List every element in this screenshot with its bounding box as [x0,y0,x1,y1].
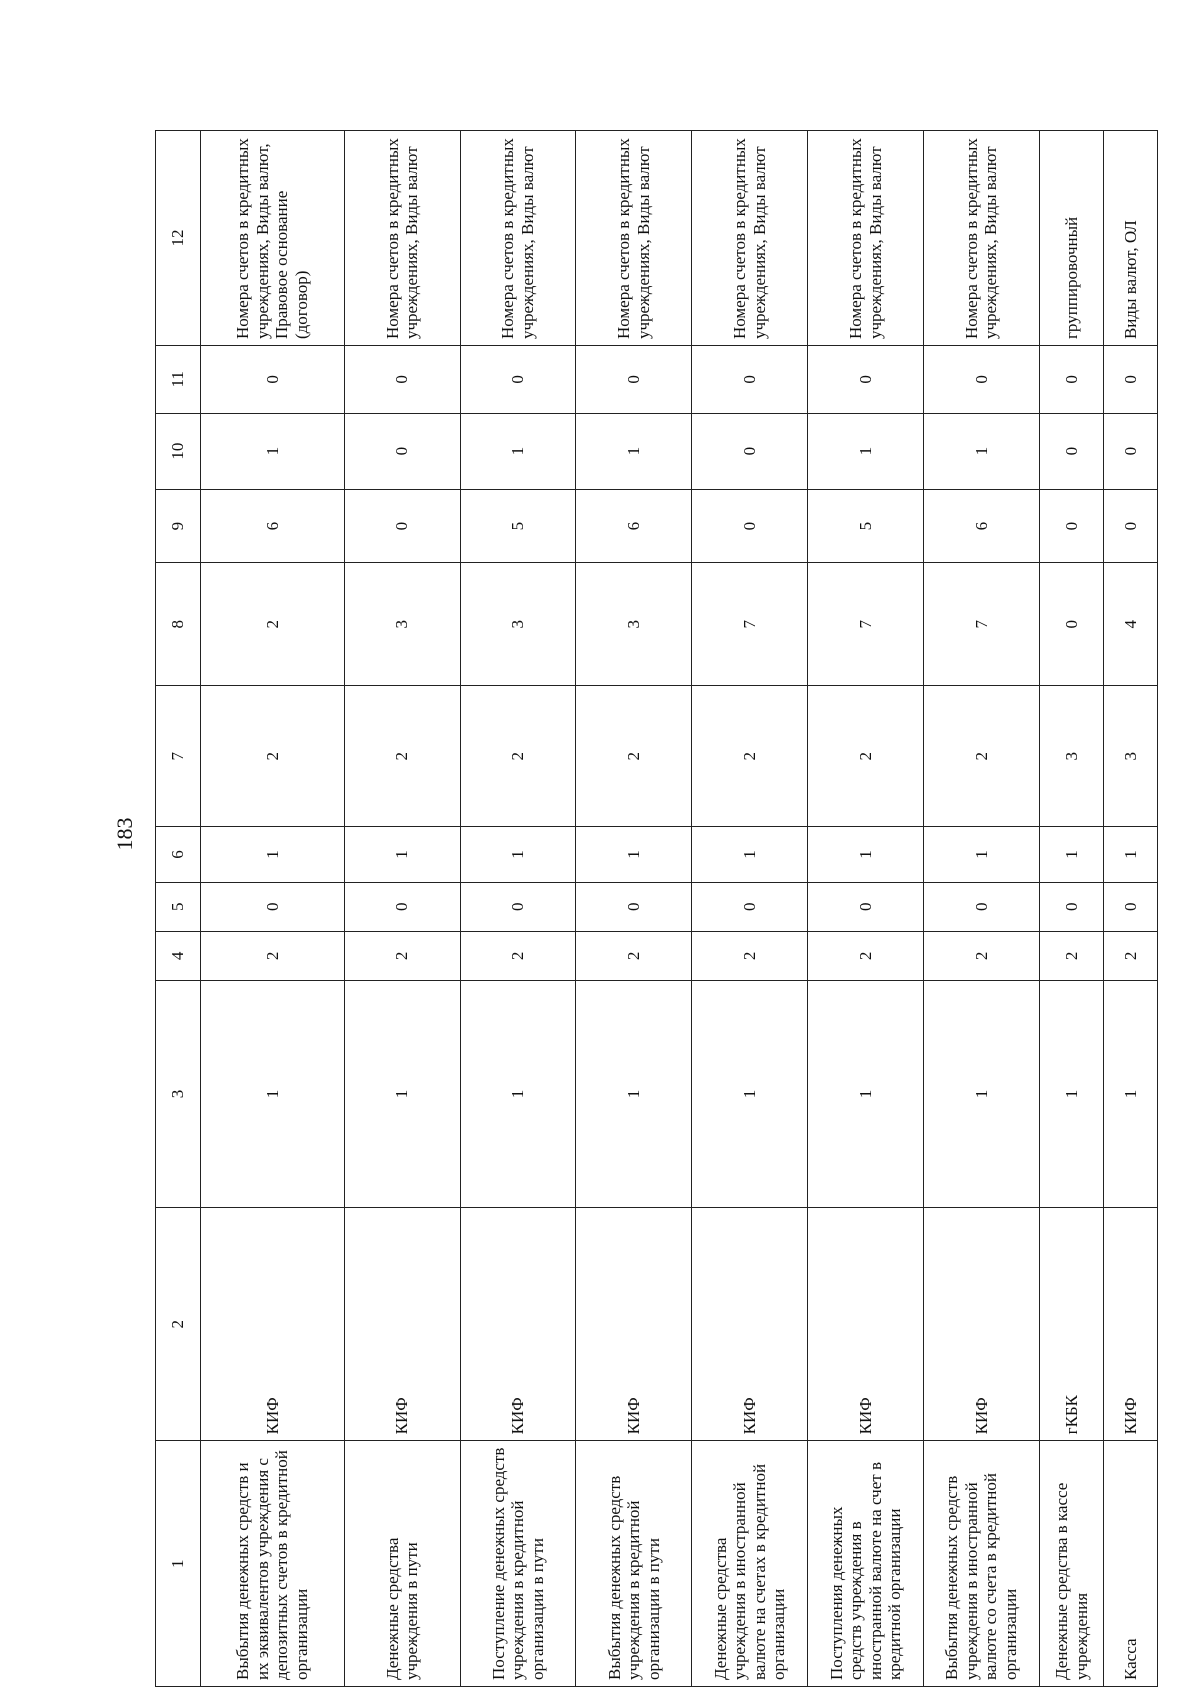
table-cell-col-3: 1 [460,980,576,1207]
table-cell-col-10: 1 [460,413,576,489]
table-cell-col-12: Виды валют, ОЛ [1104,131,1158,346]
table-cell-col-9: 5 [808,489,924,563]
table-cell-col-10: 0 [692,413,808,489]
table-cell-col-7: 3 [1104,686,1158,827]
table-cell-col-5: 0 [201,882,345,931]
table-cell-col-3: 1 [576,980,692,1207]
table-cell-col-9: 0 [1039,489,1103,563]
table-row [344,131,460,1687]
table-body [201,131,1158,1687]
column-header-3: 3 [156,980,201,1207]
table-cell-col-8: 3 [460,563,576,686]
column-header-4: 4 [156,931,201,980]
table-cell-col-2: КИФ [460,1208,576,1441]
table-cell-col-7: 2 [692,686,808,827]
column-header-2: 2 [156,1208,201,1441]
table-cell-col-3: 1 [924,980,1040,1207]
column-header-10: 10 [156,413,201,489]
table-cell-col-5: 0 [1039,882,1103,931]
data-table [155,130,1158,1687]
table-cell-col-8: 3 [344,563,460,686]
table-cell-col-1: Выбытия денежных средств и их эквивалентов учреждения с депозитных счетов в кредитной организации [201,1441,345,1687]
table-cell-col-11: 0 [1104,346,1158,414]
table-cell-col-1: Касса [1104,1441,1158,1687]
table-cell-col-11: 0 [808,346,924,414]
table-cell-col-7: 2 [808,686,924,827]
table-cell-col-9: 0 [344,489,460,563]
table-cell-col-10: 1 [924,413,1040,489]
table-cell-col-1: Поступление денежных средств учреждения в кредитной организации в пути [460,1441,576,1687]
table-cell-col-5: 0 [692,882,808,931]
table-cell-col-6: 1 [692,827,808,882]
table-cell-col-1: Денежные средства учреждения в иностранной валюте на счетах в кредитной организации [692,1441,808,1687]
column-header-11: 11 [156,346,201,414]
table-cell-col-8: 7 [808,563,924,686]
table-cell-col-1: Поступления денежных средств учреждения в иностранной валюте на счет в кредитной организации [808,1441,924,1687]
table-cell-col-7: 2 [460,686,576,827]
table-cell-col-12: Номера счетов в кредитных учреждениях, Виды валют [344,131,460,346]
table-cell-col-4: 2 [1104,931,1158,980]
table-cell-col-4: 2 [201,931,345,980]
table-cell-col-11: 0 [924,346,1040,414]
table-cell-col-11: 0 [344,346,460,414]
table-cell-col-5: 0 [924,882,1040,931]
table-cell-col-6: 1 [1104,827,1158,882]
table-cell-col-6: 1 [201,827,345,882]
table-cell-col-10: 0 [344,413,460,489]
table-cell-col-2: КИФ [344,1208,460,1441]
table-cell-col-3: 1 [692,980,808,1207]
table-cell-col-5: 0 [460,882,576,931]
table-row [692,131,808,1687]
table-cell-col-7: 2 [576,686,692,827]
table-cell-col-7: 3 [1039,686,1103,827]
column-header-1: 1 [156,1441,201,1687]
table-cell-col-9: 0 [1104,489,1158,563]
table-cell-col-9: 0 [692,489,808,563]
table-cell-col-1: Денежные средства учреждения в пути [344,1441,460,1687]
table-cell-col-2: КИФ [201,1208,345,1441]
table-cell-col-4: 2 [924,931,1040,980]
table-cell-col-6: 1 [460,827,576,882]
table-cell-col-6: 1 [924,827,1040,882]
table-cell-col-8: 7 [692,563,808,686]
column-header-8: 8 [156,563,201,686]
table-container [155,130,1158,1687]
table-cell-col-5: 0 [1104,882,1158,931]
table-cell-col-8: 0 [1039,563,1103,686]
table-cell-col-3: 1 [201,980,345,1207]
table-cell-col-8: 2 [201,563,345,686]
table-cell-col-2: КИФ [692,1208,808,1441]
table-cell-col-2: КИФ [576,1208,692,1441]
table-cell-col-6: 1 [576,827,692,882]
table-cell-col-4: 2 [808,931,924,980]
table-row [460,131,576,1687]
table-cell-col-4: 2 [460,931,576,980]
table-cell-col-3: 1 [344,980,460,1207]
table-cell-col-11: 0 [460,346,576,414]
table-cell-col-12: Номера счетов в кредитных учреждениях, Виды валют [924,131,1040,346]
table-cell-col-12: Номера счетов в кредитных учреждениях, Виды валют [576,131,692,346]
table-cell-col-4: 2 [344,931,460,980]
table-row [808,131,924,1687]
table-cell-col-4: 2 [692,931,808,980]
table-cell-col-12: Номера счетов в кредитных учреждениях, Виды валют [692,131,808,346]
table-cell-col-11: 0 [576,346,692,414]
table-cell-col-8: 7 [924,563,1040,686]
table-cell-col-12: Номера счетов в кредитных учреждениях, Виды валют [460,131,576,346]
page-number: 183 [112,817,137,851]
column-header-7: 7 [156,686,201,827]
table-cell-col-9: 5 [460,489,576,563]
table-cell-col-10: 1 [201,413,345,489]
table-cell-col-9: 6 [201,489,345,563]
table-cell-col-4: 2 [1039,931,1103,980]
table-cell-col-3: 1 [1104,980,1158,1207]
table-cell-col-2: КИФ [808,1208,924,1441]
table-cell-col-1: Выбытия денежных средств учреждения в кредитной организации в пути [576,1441,692,1687]
table-cell-col-7: 2 [344,686,460,827]
table-cell-col-2: КИФ [1104,1208,1158,1441]
table-cell-col-10: 1 [808,413,924,489]
column-header-9: 9 [156,489,201,563]
table-cell-col-5: 0 [576,882,692,931]
table-row [1104,131,1158,1687]
table-cell-col-9: 6 [576,489,692,563]
table-cell-col-10: 0 [1104,413,1158,489]
table-header-row [156,131,201,1687]
table-cell-col-8: 3 [576,563,692,686]
table-cell-col-10: 0 [1039,413,1103,489]
table-cell-col-1: Денежные средства в кассе учреждения [1039,1441,1103,1687]
table-row [576,131,692,1687]
table-cell-col-10: 1 [576,413,692,489]
table-cell-col-11: 0 [1039,346,1103,414]
table-cell-col-2: гКБК [1039,1208,1103,1441]
table-cell-col-5: 0 [808,882,924,931]
column-header-6: 6 [156,827,201,882]
table-row [201,131,345,1687]
table-cell-col-6: 1 [344,827,460,882]
table-cell-col-1: Выбытия денежных средств учреждения в иностранной валюте со счета в кредитной организации [924,1441,1040,1687]
column-header-12: 12 [156,131,201,346]
table-cell-col-3: 1 [1039,980,1103,1207]
table-row [924,131,1040,1687]
table-cell-col-5: 0 [344,882,460,931]
table-cell-col-4: 2 [576,931,692,980]
table-cell-col-11: 0 [201,346,345,414]
table-cell-col-2: КИФ [924,1208,1040,1441]
table-cell-col-8: 4 [1104,563,1158,686]
table-cell-col-12: группировочный [1039,131,1103,346]
table-row [1039,131,1103,1687]
table-cell-col-11: 0 [692,346,808,414]
table-cell-col-6: 1 [1039,827,1103,882]
table-cell-col-7: 2 [924,686,1040,827]
table-cell-col-7: 2 [201,686,345,827]
table-cell-col-3: 1 [808,980,924,1207]
table-cell-col-9: 6 [924,489,1040,563]
column-header-5: 5 [156,882,201,931]
table-cell-col-6: 1 [808,827,924,882]
table-cell-col-12: Номера счетов в кредитных учреждениях, Виды валют, Правовое основание (договор) [201,131,345,346]
table-cell-col-12: Номера счетов в кредитных учреждениях, Виды валют [808,131,924,346]
